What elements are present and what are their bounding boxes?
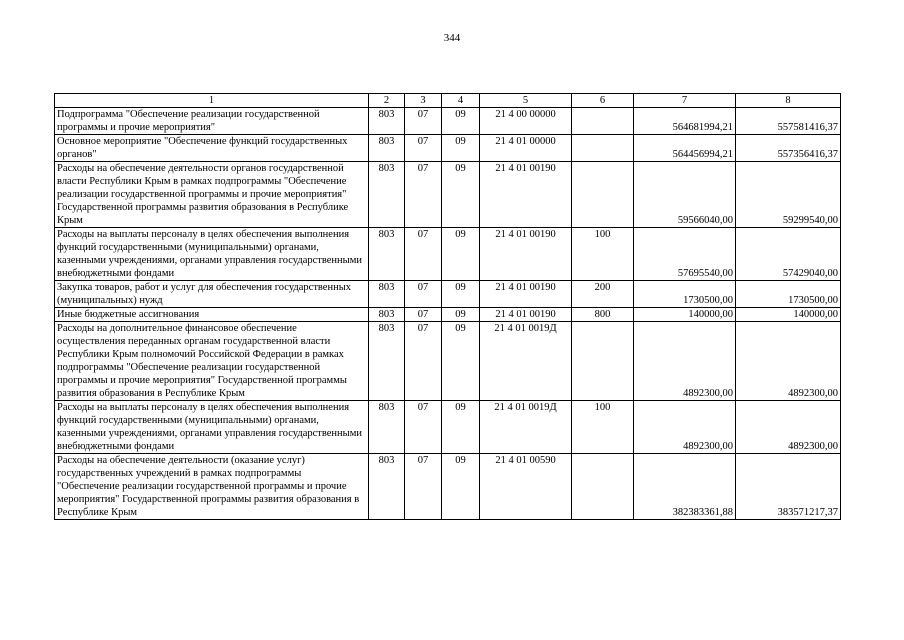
- column-header: 6: [572, 94, 634, 108]
- row-ved-cell: 803: [369, 401, 405, 454]
- row-name-cell: Расходы на выплаты персоналу в целях обеспечения выполнения функций государственными (муниципальными) органами, казенными учреждениями, органами управления государственными внебюджетными фондами: [55, 228, 369, 281]
- row-csr-cell: 21 4 01 0019Д: [480, 401, 572, 454]
- column-header: 1: [55, 94, 369, 108]
- row-vr-cell: [572, 108, 634, 135]
- row-vr-cell: 100: [572, 401, 634, 454]
- row-vr-cell: [572, 322, 634, 401]
- column-header: 3: [405, 94, 442, 108]
- row-pr-cell: 09: [442, 135, 480, 162]
- table-row: [55, 308, 841, 322]
- page-number: 344: [443, 32, 461, 44]
- row-pr-cell: 09: [442, 108, 480, 135]
- row-pr-cell: 09: [442, 162, 480, 228]
- row-pr-cell: 09: [442, 308, 480, 322]
- row-ved-cell: 803: [369, 108, 405, 135]
- column-header: 4: [442, 94, 480, 108]
- table-row: [55, 322, 841, 401]
- table-row: [55, 135, 841, 162]
- row-ved-cell: 803: [369, 308, 405, 322]
- row-rz-cell: 07: [405, 454, 442, 520]
- column-header: 5: [480, 94, 572, 108]
- row-csr-cell: 21 4 01 00190: [480, 228, 572, 281]
- row-csr-cell: 21 4 01 00590: [480, 454, 572, 520]
- row-rz-cell: 07: [405, 401, 442, 454]
- row-vr-cell: 100: [572, 228, 634, 281]
- row-rz-cell: 07: [405, 108, 442, 135]
- row-sum2-cell: 140000,00: [736, 308, 841, 322]
- row-rz-cell: 07: [405, 135, 442, 162]
- row-sum1-cell: 4892300,00: [634, 401, 736, 454]
- table-row: [55, 228, 841, 281]
- row-sum2-cell: 4892300,00: [736, 322, 841, 401]
- table-row: [55, 108, 841, 135]
- row-ved-cell: 803: [369, 228, 405, 281]
- table-row: [55, 454, 841, 520]
- row-name-cell: Расходы на обеспечение деятельности (оказание услуг) государственных учреждений в рамках подпрограммы "Обеспечение реализации государственной программы и прочие мероприятия" Государственной программы развития образования в Республике Крым: [55, 454, 369, 520]
- table-row: [55, 162, 841, 228]
- row-vr-cell: 800: [572, 308, 634, 322]
- row-name-cell: Подпрограмма "Обеспечение реализации государственной программы и прочие мероприятия": [55, 108, 369, 135]
- row-rz-cell: 07: [405, 308, 442, 322]
- row-sum1-cell: 564456994,21: [634, 135, 736, 162]
- row-csr-cell: 21 4 01 00190: [480, 308, 572, 322]
- row-name-cell: Иные бюджетные ассигнования: [55, 308, 369, 322]
- row-sum2-cell: 59299540,00: [736, 162, 841, 228]
- budget-table: [54, 93, 841, 520]
- row-rz-cell: 07: [405, 162, 442, 228]
- row-sum2-cell: 57429040,00: [736, 228, 841, 281]
- row-ved-cell: 803: [369, 322, 405, 401]
- row-ved-cell: 803: [369, 135, 405, 162]
- row-vr-cell: [572, 454, 634, 520]
- row-sum1-cell: 1730500,00: [634, 281, 736, 308]
- row-sum1-cell: 140000,00: [634, 308, 736, 322]
- row-sum1-cell: 382383361,88: [634, 454, 736, 520]
- row-pr-cell: 09: [442, 454, 480, 520]
- row-pr-cell: 09: [442, 322, 480, 401]
- table-row: [55, 401, 841, 454]
- row-pr-cell: 09: [442, 401, 480, 454]
- row-ved-cell: 803: [369, 454, 405, 520]
- row-name-cell: Расходы на дополнительное финансовое обеспечение осуществления переданных органам государственной власти Республики Крым полномочий Российской Федерации в рамках подпрограммы "Обеспечение реализации государственной программы и прочие мероприятия" Государственной программы развития образования в Республике Крым: [55, 322, 369, 401]
- row-sum1-cell: 57695540,00: [634, 228, 736, 281]
- row-ved-cell: 803: [369, 162, 405, 228]
- row-vr-cell: [572, 135, 634, 162]
- row-sum1-cell: 59566040,00: [634, 162, 736, 228]
- row-sum2-cell: 383571217,37: [736, 454, 841, 520]
- row-ved-cell: 803: [369, 281, 405, 308]
- row-csr-cell: 21 4 00 00000: [480, 108, 572, 135]
- row-name-cell: Основное мероприятие "Обеспечение функций государственных органов": [55, 135, 369, 162]
- row-name-cell: Расходы на выплаты персоналу в целях обеспечения выполнения функций государственными (муниципальными) органами, казенными учреждениями, органами управления государственными внебюджетными фондами: [55, 401, 369, 454]
- row-vr-cell: [572, 162, 634, 228]
- row-sum2-cell: 4892300,00: [736, 401, 841, 454]
- row-pr-cell: 09: [442, 228, 480, 281]
- row-sum2-cell: 1730500,00: [736, 281, 841, 308]
- row-rz-cell: 07: [405, 322, 442, 401]
- row-vr-cell: 200: [572, 281, 634, 308]
- row-sum2-cell: 557581416,37: [736, 108, 841, 135]
- row-pr-cell: 09: [442, 281, 480, 308]
- column-header: 2: [369, 94, 405, 108]
- row-sum2-cell: 557356416,37: [736, 135, 841, 162]
- table-row: [55, 281, 841, 308]
- row-csr-cell: 21 4 01 00190: [480, 162, 572, 228]
- column-header: 8: [736, 94, 841, 108]
- row-csr-cell: 21 4 01 00190: [480, 281, 572, 308]
- row-csr-cell: 21 4 01 0019Д: [480, 322, 572, 401]
- row-rz-cell: 07: [405, 281, 442, 308]
- column-header: 7: [634, 94, 736, 108]
- row-sum1-cell: 564681994,21: [634, 108, 736, 135]
- row-csr-cell: 21 4 01 00000: [480, 135, 572, 162]
- row-rz-cell: 07: [405, 228, 442, 281]
- row-name-cell: Расходы на обеспечение деятельности органов государственной власти Республики Крым в рамках подпрограммы "Обеспечение реализации государственной программы и прочие мероприятия" Государственной программы развития образования в Республике Крым: [55, 162, 369, 228]
- row-sum1-cell: 4892300,00: [634, 322, 736, 401]
- table-header-row: [55, 94, 841, 108]
- row-name-cell: Закупка товаров, работ и услуг для обеспечения государственных (муниципальных) нужд: [55, 281, 369, 308]
